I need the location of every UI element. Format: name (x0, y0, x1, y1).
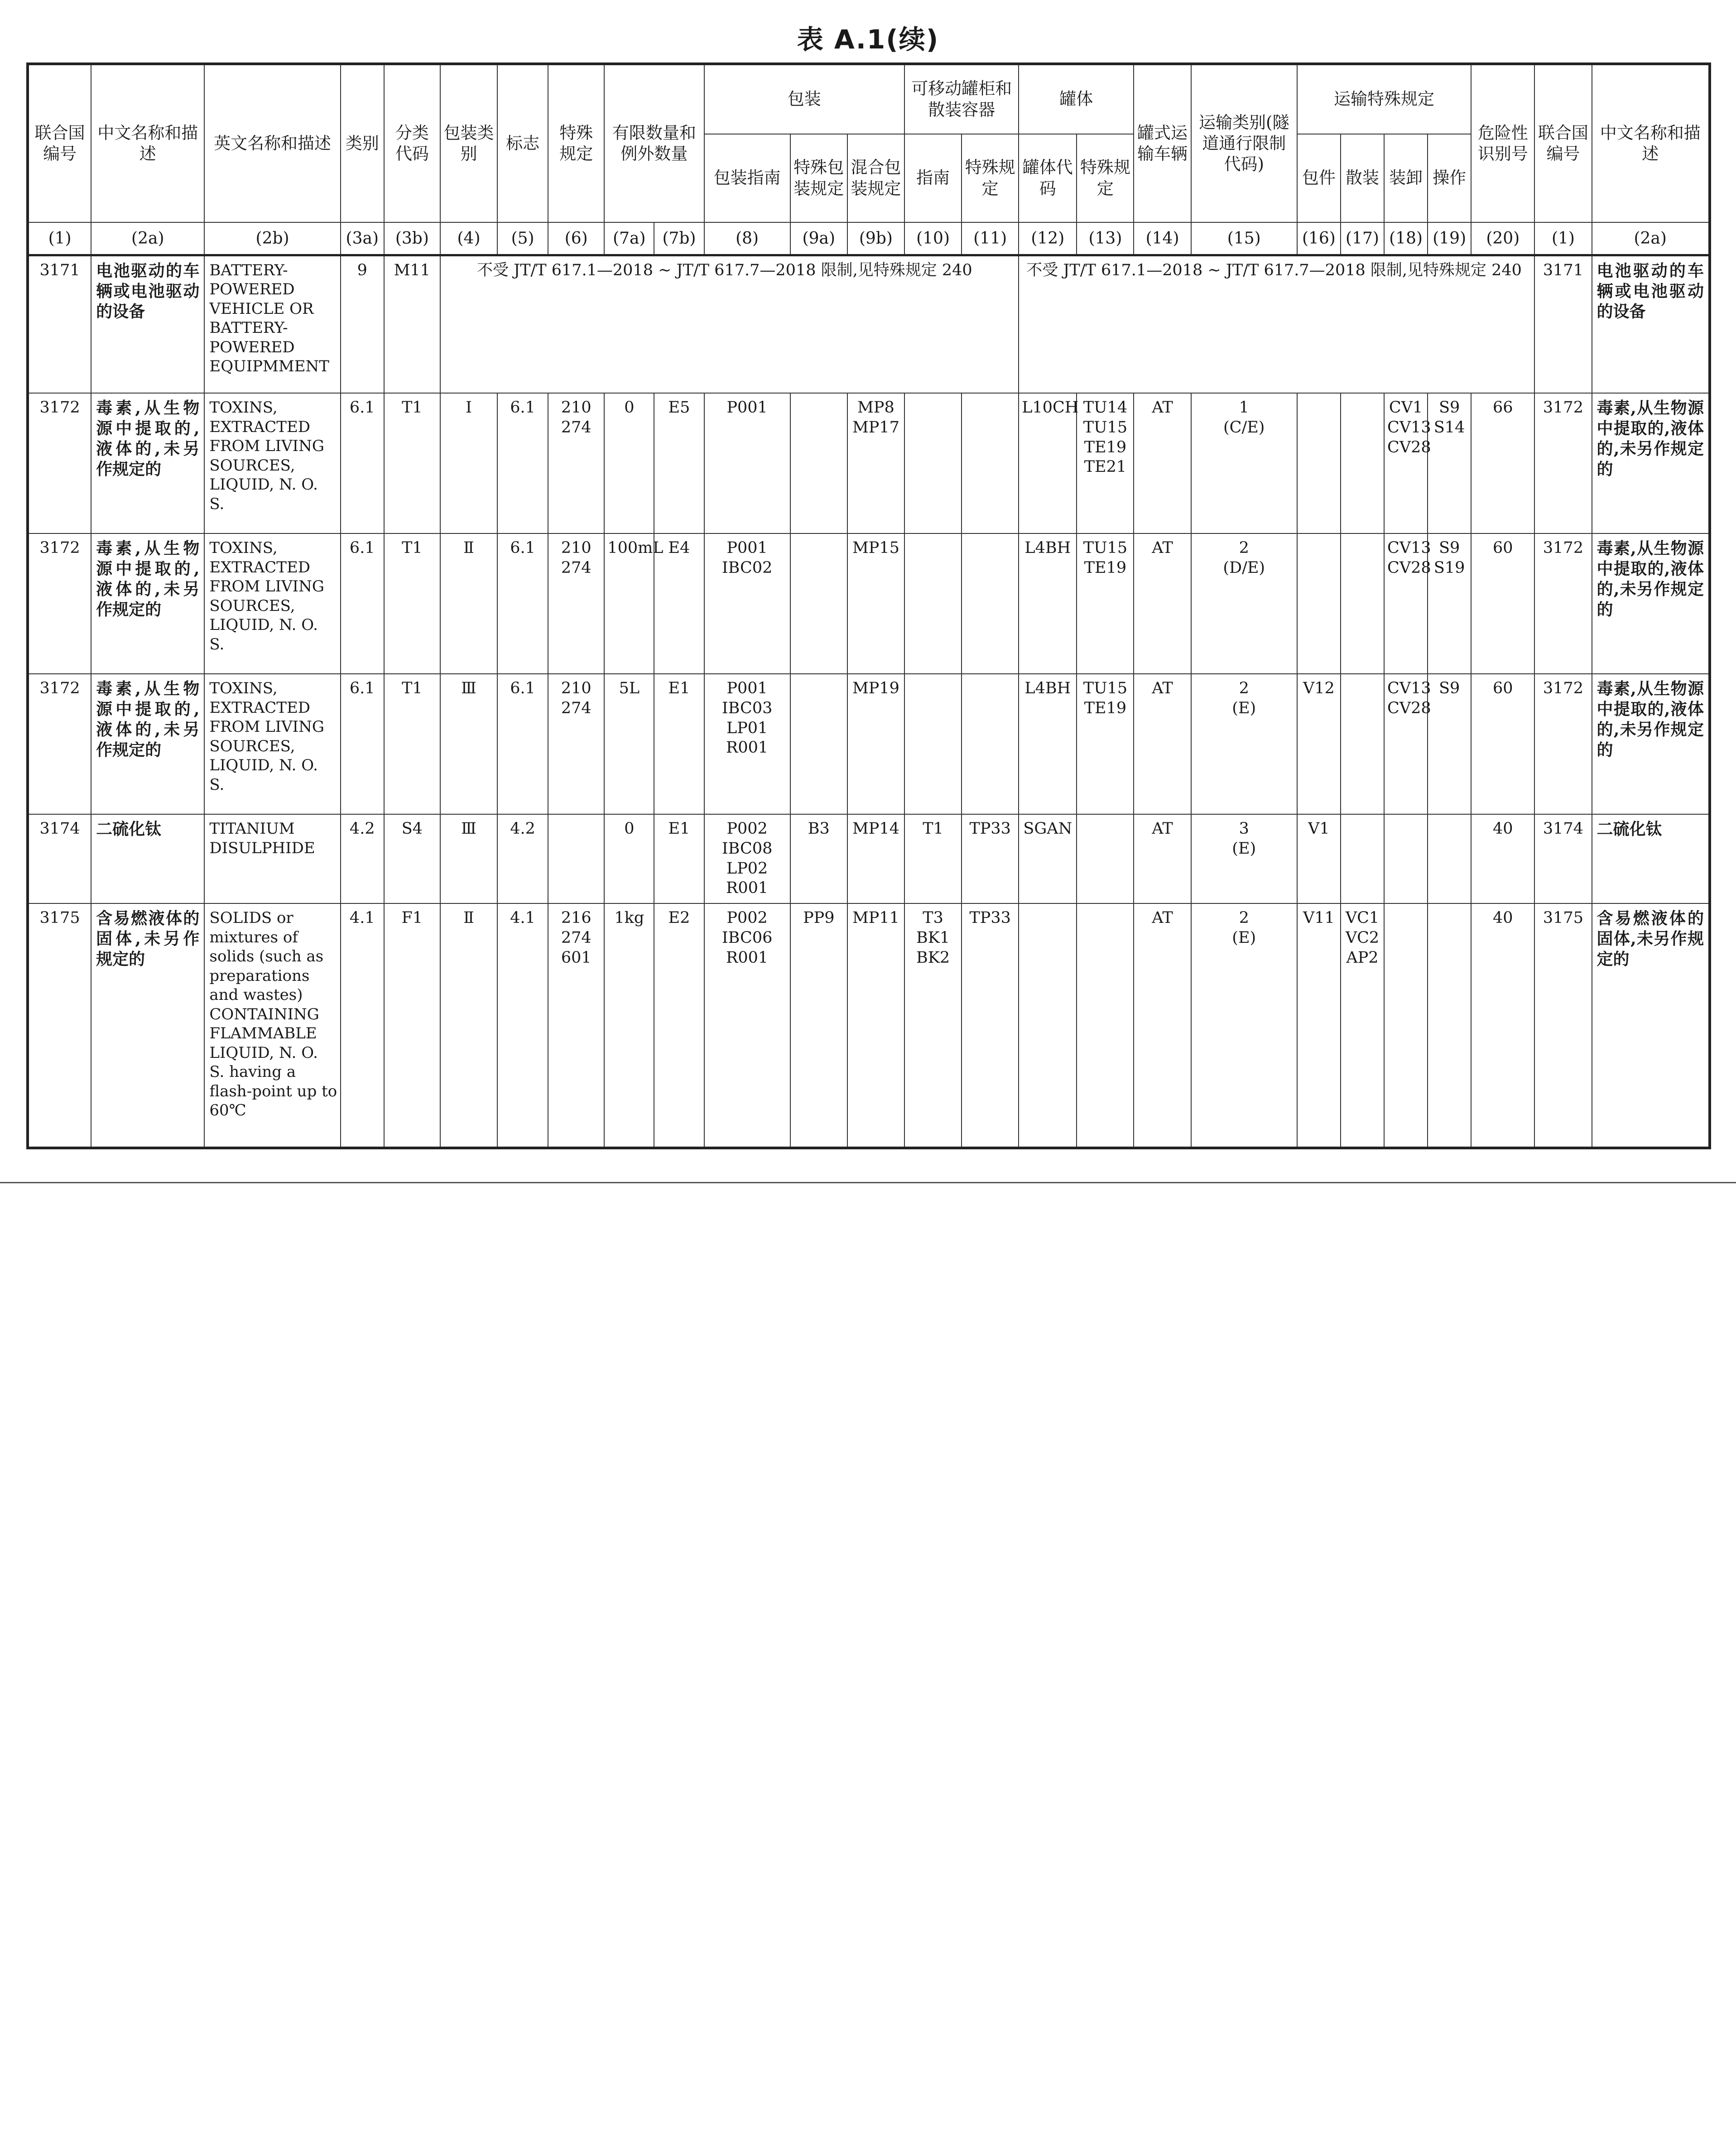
header-portable-tank: 可移动罐柜和散装容器 (904, 64, 1019, 134)
tank-vehicle-cell: AT (1134, 814, 1191, 903)
special-packing-cell (790, 533, 847, 674)
un-number-cell: 3172 (28, 533, 91, 674)
exemption-note-cell-2: 不受 JT/T 617.1—2018 ~ JT/T 617.7—2018 限制,见特殊规定 240 (1019, 255, 1534, 393)
column-number: (2a) (91, 222, 204, 255)
special-packing-cell: PP9 (790, 903, 847, 1148)
table-row (28, 814, 1710, 903)
header-class-code: 分类代码 (384, 64, 440, 222)
header-transport-category: 运输类别(隧道通行限制代码) (1191, 64, 1297, 222)
tank-special-cell (1077, 814, 1134, 903)
table-title: 表 A.1(续) (797, 24, 939, 55)
name-en-cell: TITANIUM DISULPHIDE (204, 814, 340, 903)
dangerous-goods-table-wrapper (26, 62, 1711, 1149)
portable-special-cell (962, 674, 1019, 814)
name-zh-cell-2: 毒素,从生物源中提取的,液体的,未另作规定的 (1592, 393, 1710, 533)
header-un-number-2: 联合国编号 (1534, 64, 1592, 222)
column-number: (9b) (847, 222, 904, 255)
column-number: (2b) (204, 222, 340, 255)
tank-vehicle-cell: AT (1134, 674, 1191, 814)
special-provisions-cell: 210 274 (548, 393, 604, 533)
column-number: (17) (1341, 222, 1384, 255)
name-en-cell: TOXINS, EXTRACTED FROM LIVING SOURCES, LIQUID, N. O. S. (204, 674, 340, 814)
name-en-cell: TOXINS, EXTRACTED FROM LIVING SOURCES, LIQUID, N. O. S. (204, 393, 340, 533)
name-zh-cell: 含易燃液体的固体,未另作规定的 (91, 903, 204, 1148)
class-code-cell: M11 (384, 255, 440, 393)
portable-instructions-cell (904, 393, 962, 533)
special-packing-cell (790, 393, 847, 533)
column-number: (18) (1384, 222, 1428, 255)
special-packing-cell: B3 (790, 814, 847, 903)
header-portable-special: 特殊规定 (962, 134, 1019, 222)
header-packaging: 包装 (704, 64, 904, 134)
packing-group-cell: Ⅰ (440, 393, 497, 533)
header-class: 类别 (341, 64, 384, 222)
column-number: (13) (1077, 222, 1134, 255)
label-cell: 6.1 (497, 393, 548, 533)
packing-group-cell: Ⅱ (440, 903, 497, 1148)
tank-special-cell: TU14 TU15 TE19 TE21 (1077, 393, 1134, 533)
column-number: (15) (1191, 222, 1297, 255)
class-code-cell: F1 (384, 903, 440, 1148)
portable-instructions-cell: T1 (904, 814, 962, 903)
transport-category-cell: 3 (E) (1191, 814, 1297, 903)
class-cell: 9 (341, 255, 384, 393)
column-number: (7a) (604, 222, 654, 255)
name-en-cell: SOLIDS or mixtures of solids (such as preparations and wastes) CONTAINING FLAMMABLE LIQUID, N. O. S. having a flash-point up to 60℃ (204, 903, 340, 1148)
column-number: (14) (1134, 222, 1191, 255)
un-number-cell: 3175 (28, 903, 91, 1148)
loading-cell: CV1 CV13 CV28 (1384, 393, 1428, 533)
column-number: (7b) (654, 222, 704, 255)
name-zh-cell-2: 含易燃液体的固体,未另作规定的 (1592, 903, 1710, 1148)
packing-instructions-cell: P002 IBC08 LP02 R001 (704, 814, 790, 903)
column-number: (19) (1428, 222, 1471, 255)
dangerous-goods-table (26, 62, 1711, 1149)
column-number: (3b) (384, 222, 440, 255)
column-number: (3a) (341, 222, 384, 255)
name-zh-cell: 二硫化钛 (91, 814, 204, 903)
header-limited-quantity: 有限数量和例外数量 (604, 64, 704, 222)
un-number-cell-2: 3172 (1534, 674, 1592, 814)
portable-instructions-cell: T3 BK1 BK2 (904, 903, 962, 1148)
class-cell: 4.1 (341, 903, 384, 1148)
packages-cell: V11 (1297, 903, 1341, 1148)
header-name-en: 英文名称和描述 (204, 64, 340, 222)
tank-code-cell: L4BH (1019, 674, 1077, 814)
header-bulk: 散装 (1341, 134, 1384, 222)
header-loading: 装卸 (1384, 134, 1428, 222)
un-number-cell-2: 3172 (1534, 533, 1592, 674)
limited-qty-cell: 5L (604, 674, 654, 814)
transport-category-cell: 1 (C/E) (1191, 393, 1297, 533)
column-number-row (28, 222, 1710, 255)
transport-category-cell: 2 (E) (1191, 903, 1297, 1148)
name-zh-cell-2: 毒素,从生物源中提取的,液体的,未另作规定的 (1592, 533, 1710, 674)
packing-group-cell: Ⅲ (440, 674, 497, 814)
tank-code-cell: L10CH (1019, 393, 1077, 533)
name-zh-cell: 毒素,从生物源中提取的,液体的,未另作规定的 (91, 393, 204, 533)
class-code-cell: T1 (384, 674, 440, 814)
header-tank-special: 特殊规定 (1077, 134, 1134, 222)
header-name-zh-2: 中文名称和描述 (1592, 64, 1710, 222)
column-number: (5) (497, 222, 548, 255)
operation-cell: S9 S19 (1428, 533, 1471, 674)
loading-cell: CV13 CV28 (1384, 533, 1428, 674)
packing-instructions-cell: P001 IBC03 LP01 R001 (704, 674, 790, 814)
loading-cell: CV13 CV28 (1384, 674, 1428, 814)
mixed-packing-cell: MP14 (847, 814, 904, 903)
hazard-id-cell: 60 (1471, 674, 1534, 814)
excepted-qty-cell: E1 (654, 674, 704, 814)
bulk-cell (1341, 393, 1384, 533)
name-zh-cell: 毒素,从生物源中提取的,液体的,未另作规定的 (91, 533, 204, 674)
packing-instructions-cell: P001 IBC02 (704, 533, 790, 674)
header-operation: 操作 (1428, 134, 1471, 222)
packing-group-cell: Ⅱ (440, 533, 497, 674)
column-number: (8) (704, 222, 790, 255)
header-name-zh: 中文名称和描述 (91, 64, 204, 222)
limited-qty-cell: 1kg (604, 903, 654, 1148)
tank-vehicle-cell: AT (1134, 393, 1191, 533)
bulk-cell: VC1 VC2 AP2 (1341, 903, 1384, 1148)
tank-vehicle-cell: AT (1134, 903, 1191, 1148)
tank-code-cell: L4BH (1019, 533, 1077, 674)
packing-instructions-cell: P002 IBC06 R001 (704, 903, 790, 1148)
class-cell: 4.2 (341, 814, 384, 903)
class-cell: 6.1 (341, 674, 384, 814)
header-transport-special: 运输特殊规定 (1297, 64, 1471, 134)
column-number: (6) (548, 222, 604, 255)
un-number-cell-2: 3175 (1534, 903, 1592, 1148)
table-row (28, 674, 1710, 814)
special-provisions-cell: 210 274 (548, 533, 604, 674)
transport-category-cell: 2 (D/E) (1191, 533, 1297, 674)
header-tank-code: 罐体代码 (1019, 134, 1077, 222)
header-packing-instructions: 包装指南 (704, 134, 790, 222)
tank-code-cell (1019, 903, 1077, 1148)
class-cell: 6.1 (341, 533, 384, 674)
header-packages: 包件 (1297, 134, 1341, 222)
excepted-qty-cell: E5 (654, 393, 704, 533)
mixed-packing-cell: MP11 (847, 903, 904, 1148)
name-zh-cell: 电池驱动的车辆或电池驱动的设备 (91, 255, 204, 393)
packages-cell: V1 (1297, 814, 1341, 903)
bulk-cell (1341, 674, 1384, 814)
name-en-cell: BATTERY-POWERED VEHICLE OR BATTERY-POWERED EQUIPMMENT (204, 255, 340, 393)
hazard-id-cell: 60 (1471, 533, 1534, 674)
name-zh-cell-2: 毒素,从生物源中提取的,液体的,未另作规定的 (1592, 674, 1710, 814)
special-provisions-cell: 216 274 601 (548, 903, 604, 1148)
limited-qty-cell: 0 (604, 393, 654, 533)
label-cell: 4.1 (497, 903, 548, 1148)
special-packing-cell (790, 674, 847, 814)
name-zh-cell: 毒素,从生物源中提取的,液体的,未另作规定的 (91, 674, 204, 814)
portable-special-cell: TP33 (962, 814, 1019, 903)
table-row (28, 533, 1710, 674)
excepted-qty-cell: E4 (654, 533, 704, 674)
header-special-packing: 特殊包装规定 (790, 134, 847, 222)
header-instructions: 指南 (904, 134, 962, 222)
label-cell: 6.1 (497, 674, 548, 814)
name-en-cell: TOXINS, EXTRACTED FROM LIVING SOURCES, LIQUID, N. O. S. (204, 533, 340, 674)
hazard-id-cell: 40 (1471, 903, 1534, 1148)
table-row (28, 255, 1710, 393)
header-mixed-packing: 混合包装规定 (847, 134, 904, 222)
un-number-cell: 3172 (28, 393, 91, 533)
column-number: (1) (28, 222, 91, 255)
header-packing-group: 包装类别 (440, 64, 497, 222)
transport-category-cell: 2 (E) (1191, 674, 1297, 814)
limited-qty-cell: 0 (604, 814, 654, 903)
un-number-cell: 3171 (28, 255, 91, 393)
un-number-cell-2: 3172 (1534, 393, 1592, 533)
mixed-packing-cell: MP15 (847, 533, 904, 674)
column-number: (4) (440, 222, 497, 255)
label-cell: 6.1 (497, 533, 548, 674)
class-code-cell: T1 (384, 393, 440, 533)
hazard-id-cell: 66 (1471, 393, 1534, 533)
column-number: (20) (1471, 222, 1534, 255)
header-tank: 罐体 (1019, 64, 1134, 134)
label-cell: 4.2 (497, 814, 548, 903)
excepted-qty-cell: E1 (654, 814, 704, 903)
bulk-cell (1341, 814, 1384, 903)
column-number: (2a) (1592, 222, 1710, 255)
packages-cell (1297, 533, 1341, 674)
exemption-note-cell: 不受 JT/T 617.1—2018 ~ JT/T 617.7—2018 限制,见特殊规定 240 (440, 255, 1019, 393)
operation-cell: S9 S14 (1428, 393, 1471, 533)
un-number-cell-2: 3174 (1534, 814, 1592, 903)
operation-cell: S9 (1428, 674, 1471, 814)
name-zh-cell-2: 电池驱动的车辆或电池驱动的设备 (1592, 255, 1710, 393)
column-number: (12) (1019, 222, 1077, 255)
packages-cell (1297, 393, 1341, 533)
header-special-provisions: 特殊规定 (548, 64, 604, 222)
column-number: (10) (904, 222, 962, 255)
tank-vehicle-cell: AT (1134, 533, 1191, 674)
header-tank-vehicle: 罐式运输车辆 (1134, 64, 1191, 222)
un-number-cell-2: 3171 (1534, 255, 1592, 393)
mixed-packing-cell: MP8 MP17 (847, 393, 904, 533)
column-number: (9a) (790, 222, 847, 255)
packing-group-cell: Ⅲ (440, 814, 497, 903)
name-zh-cell-2: 二硫化钛 (1592, 814, 1710, 903)
excepted-qty-cell: E2 (654, 903, 704, 1148)
column-number: (16) (1297, 222, 1341, 255)
bulk-cell (1341, 533, 1384, 674)
hazard-id-cell: 40 (1471, 814, 1534, 903)
table-body (28, 255, 1710, 1148)
header-label: 标志 (497, 64, 548, 222)
tank-special-cell: TU15 TE19 (1077, 674, 1134, 814)
loading-cell (1384, 814, 1428, 903)
operation-cell (1428, 814, 1471, 903)
page-divider-line (0, 1182, 1736, 1183)
mixed-packing-cell: MP19 (847, 674, 904, 814)
class-cell: 6.1 (341, 393, 384, 533)
tank-special-cell (1077, 903, 1134, 1148)
class-code-cell: S4 (384, 814, 440, 903)
portable-instructions-cell (904, 533, 962, 674)
portable-special-cell (962, 393, 1019, 533)
tank-special-cell: TU15 TE19 (1077, 533, 1134, 674)
operation-cell (1428, 903, 1471, 1148)
limited-qty-cell: 100mL (604, 533, 654, 674)
column-number: (1) (1534, 222, 1592, 255)
table-row (28, 393, 1710, 533)
loading-cell (1384, 903, 1428, 1148)
header-hazard-id: 危险性识别号 (1471, 64, 1534, 222)
special-provisions-cell: 210 274 (548, 674, 604, 814)
tank-code-cell: SGAN (1019, 814, 1077, 903)
portable-special-cell: TP33 (962, 903, 1019, 1148)
table-row (28, 903, 1710, 1148)
column-number: (11) (962, 222, 1019, 255)
portable-instructions-cell (904, 674, 962, 814)
packing-instructions-cell: P001 (704, 393, 790, 533)
un-number-cell: 3172 (28, 674, 91, 814)
portable-special-cell (962, 533, 1019, 674)
class-code-cell: T1 (384, 533, 440, 674)
special-provisions-cell (548, 814, 604, 903)
header-un-number: 联合国编号 (28, 64, 91, 222)
un-number-cell: 3174 (28, 814, 91, 903)
packages-cell: V12 (1297, 674, 1341, 814)
